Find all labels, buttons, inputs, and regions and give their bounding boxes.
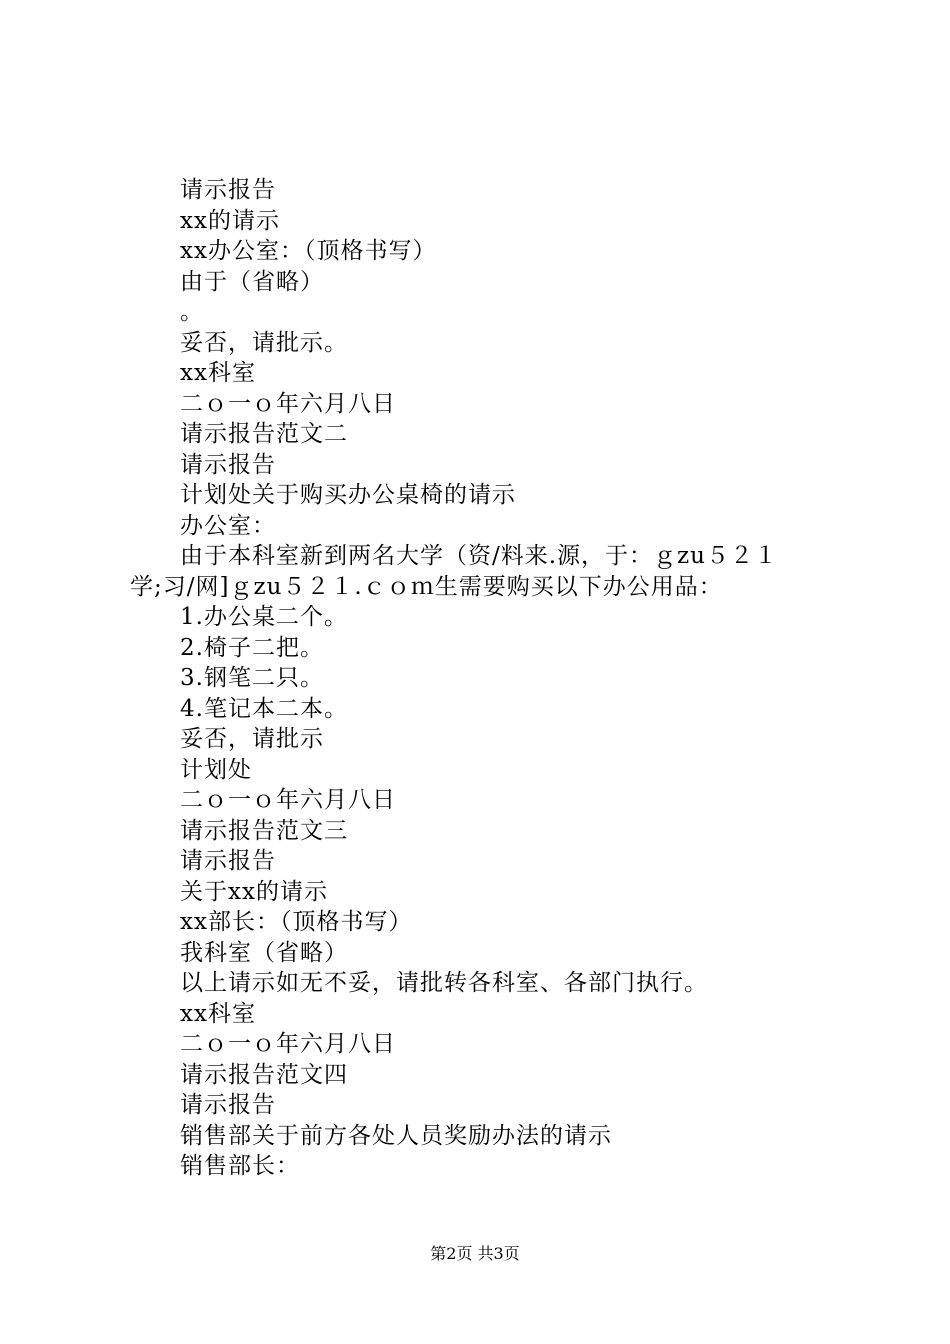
text-line: 以上请示如无不妥，请批转各科室、各部门执行。 bbox=[180, 970, 708, 996]
text-line: xx的请示 bbox=[180, 207, 280, 234]
text-line: 我科室（省略） bbox=[180, 939, 348, 966]
section-heading: 请示报告范文二 bbox=[180, 421, 348, 447]
text-line: 请示报告 bbox=[180, 848, 276, 874]
text-line: 关于xx的请示 bbox=[180, 878, 328, 905]
text-line: 销售部长： bbox=[180, 1153, 300, 1179]
text-line: 请示报告 bbox=[180, 1092, 276, 1118]
text-line: 二ｏ一ｏ年六月八日 bbox=[180, 787, 396, 813]
section-heading: 请示报告范文四 bbox=[180, 1061, 348, 1088]
text-line-continued: 学;习/网]ｇzu５２１.ｃｏｍ生需要购买以下办公用品： bbox=[130, 573, 723, 600]
text-line: xx部长：（顶格书写） bbox=[180, 909, 413, 935]
document-body bbox=[130, 175, 840, 1182]
text-line: 计划处 bbox=[180, 756, 252, 783]
section-heading: 请示报告范文三 bbox=[180, 817, 348, 844]
list-item: 4.笔记本二本。 bbox=[180, 695, 348, 722]
text-line: xx科室 bbox=[180, 360, 256, 386]
text-line: 计划处关于购买办公桌椅的请示 bbox=[180, 482, 516, 508]
page-footer bbox=[0, 1242, 950, 1266]
text-line: 办公室： bbox=[180, 512, 276, 539]
text-line: 二ｏ一ｏ年六月八日 bbox=[180, 1031, 396, 1057]
text-line: 妥否，请批示。 bbox=[180, 329, 348, 356]
text-line: xx办公室：（顶格书写） bbox=[180, 238, 437, 264]
text-line: 。 bbox=[180, 299, 204, 325]
text-line: 二ｏ一ｏ年六月八日 bbox=[180, 390, 396, 417]
list-item: 1.办公桌二个。 bbox=[180, 604, 348, 630]
text-line: xx科室 bbox=[180, 1000, 256, 1027]
text-line: 请示报告 bbox=[180, 177, 276, 203]
list-item: 2.椅子二把。 bbox=[180, 634, 324, 661]
text-line: 请示报告 bbox=[180, 451, 276, 478]
text-line: 妥否，请批示 bbox=[180, 726, 324, 752]
text-line: 销售部关于前方各处人员奖励办法的请示 bbox=[180, 1122, 612, 1149]
page-number-label: 第2页 共3页 bbox=[430, 1244, 520, 1263]
text-line: 由于本科室新到两名大学（资/料来.源，于：ｇzu５２１ bbox=[180, 543, 778, 569]
list-item: 3.钢笔二只。 bbox=[180, 665, 324, 691]
text-line: 由于（省略） bbox=[180, 268, 324, 295]
